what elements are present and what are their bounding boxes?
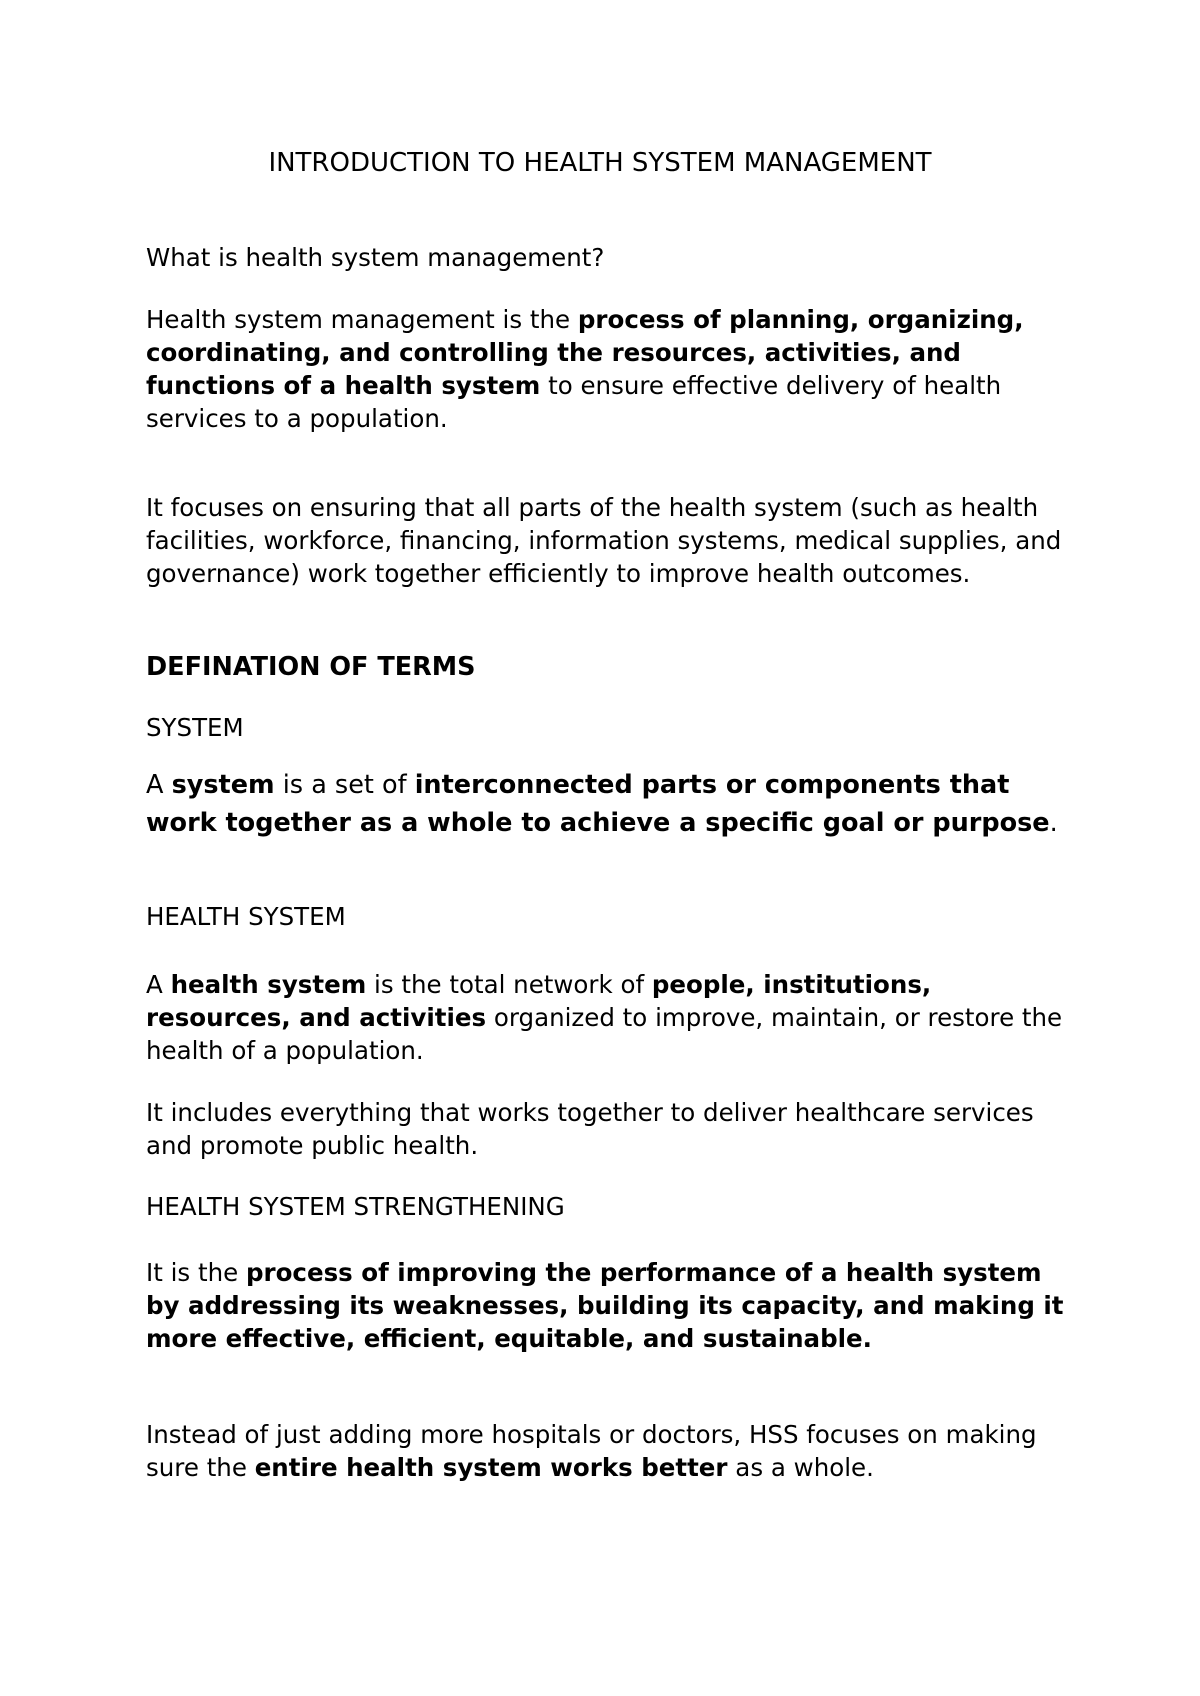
hss-label: HEALTH SYSTEM STRENGTHENING <box>146 1192 565 1221</box>
hss-definition-paragraph <box>146 1256 1076 1355</box>
health-system-term: health system <box>170 970 367 999</box>
system-definition-paragraph <box>146 766 1076 842</box>
hss-focus-bold: entire health system works better <box>254 1453 728 1482</box>
hsm-focus-paragraph: It focuses on ensuring that all parts of the health system (such as health facilities, workforce, financing, information systems, medical supplies, and governance) work together efficiently to improve health outcomes. <box>146 493 1062 588</box>
system-def-bold: interconnected parts or components that work together as a whole to achieve a specific goal or purpose <box>146 770 1050 838</box>
hsm-definition-paragraph <box>146 303 1076 435</box>
hs-def-part-a: A <box>146 970 171 999</box>
hss-focus-part-c: as a whole. <box>727 1453 874 1482</box>
intro-question: What is health system management? <box>146 243 605 272</box>
hs-def-part-c: is the total network of <box>366 970 652 999</box>
system-def-part-a: A <box>146 770 172 800</box>
health-system-includes-paragraph: It includes everything that works together to deliver healthcare services and promote public health. <box>146 1098 1034 1160</box>
hsm-definition-lead: Health system management is the <box>146 305 578 334</box>
hss-def-part-a: It is the <box>146 1258 246 1287</box>
hss-focus-part-a: Instead of just adding more hospitals or doctors, HSS focuses on making sure the <box>146 1420 1037 1482</box>
system-def-part-e: . <box>1049 808 1058 838</box>
terms-heading: DEFINATION OF TERMS <box>146 652 476 682</box>
hs-def-bold: people, institutions, resources, and activities <box>146 970 932 1032</box>
system-term: system <box>171 770 275 800</box>
health-system-label: HEALTH SYSTEM <box>146 902 346 931</box>
hss-def-bold: process of improving the performance of a health system by addressing its weaknesses, building its capacity, and making it more effective, efficient, equitable, and sustainable. <box>146 1258 1064 1353</box>
hs-def-part-e: organized to improve, maintain, or restore the health of a population. <box>146 1003 1063 1065</box>
system-def-part-c: is a set of <box>274 770 415 800</box>
system-label: SYSTEM <box>146 713 244 742</box>
document-title: INTRODUCTION TO HEALTH SYSTEM MANAGEMENT <box>268 148 932 178</box>
hsm-definition-tail: to ensure effective delivery of health services to a population. <box>146 371 1002 433</box>
hss-focus-paragraph <box>146 1418 1076 1484</box>
hsm-definition-bold: process of planning, organizing, coordinating, and controlling the resources, activities, and functions of a health system <box>146 305 1024 400</box>
health-system-definition-paragraph <box>146 968 1076 1067</box>
